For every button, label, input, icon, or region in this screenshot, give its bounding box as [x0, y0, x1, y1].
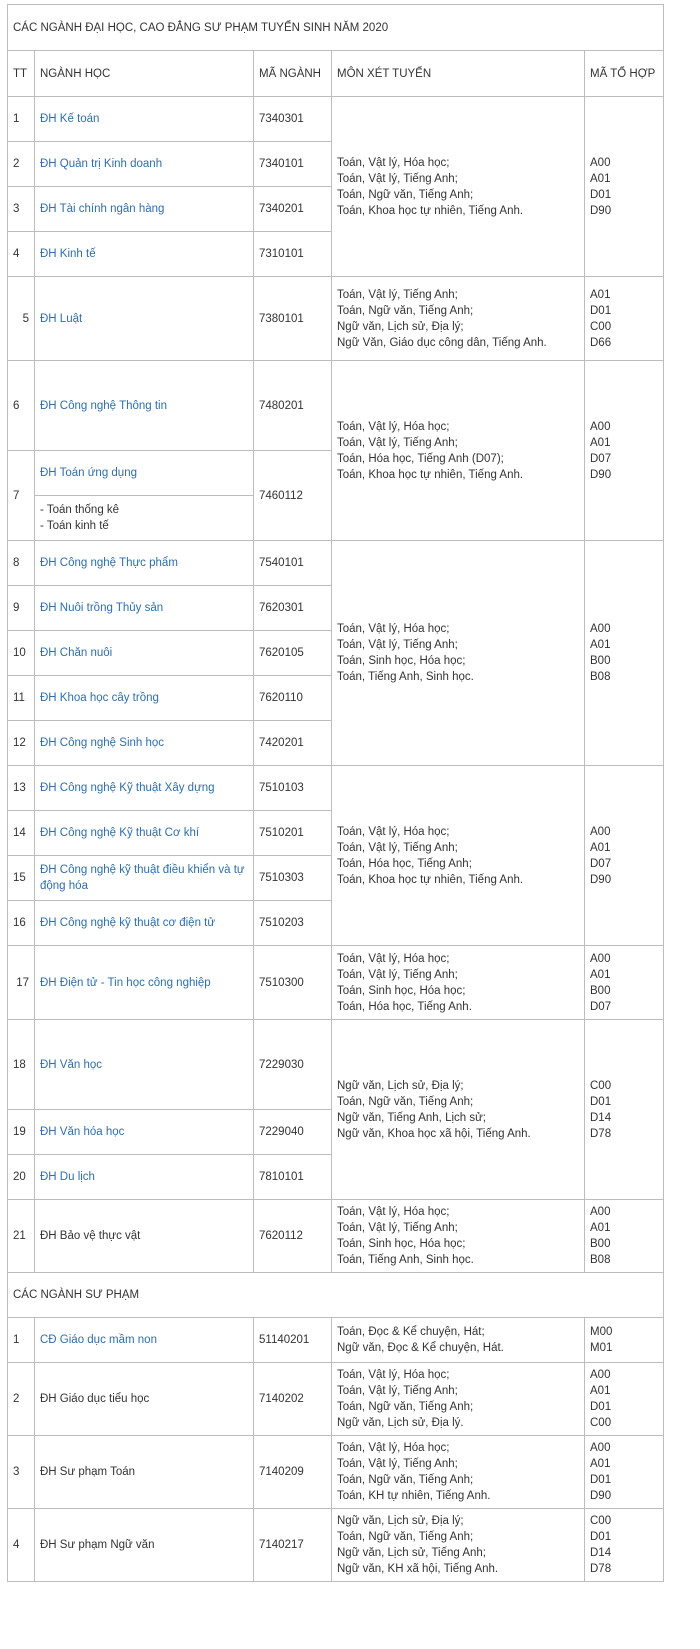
row-tt: 8 — [8, 541, 35, 586]
major-code: 7510103 — [254, 766, 332, 811]
major-link[interactable]: ĐH Điện tử - Tin học công nghiệp — [40, 976, 211, 989]
subjects-cell: Ngữ văn, Lịch sử, Địa lý; Toán, Ngữ văn, Tiếng Anh; Ngữ văn, Tiếng Anh, Lịch sử; Ngữ văn, Khoa học xã hội, Tiếng Anh. — [332, 1020, 585, 1200]
subjects-cell: Toán, Vật lý, Hóa học; Toán, Vật lý, Tiếng Anh; Toán, Sinh học, Hóa học; Toán, Hóa học, Tiếng Anh. — [332, 946, 585, 1020]
combo-codes-cell: A01 D01 C00 D66 — [585, 277, 664, 361]
major-code: 7620110 — [254, 676, 332, 721]
subjects-cell: Toán, Vật lý, Hóa học; Toán, Vật lý, Tiếng Anh; Toán, Hóa học, Tiếng Anh; Toán, Khoa học tự nhiên, Tiếng Anh. — [332, 766, 585, 946]
major-code: 7420201 — [254, 721, 332, 766]
row-tt: 6 — [8, 361, 35, 451]
major-link[interactable]: ĐH Khoa học cây trồng — [40, 692, 159, 704]
row-tt: 1 — [8, 97, 35, 142]
major-link[interactable]: ĐH Công nghệ Sinh học — [40, 737, 165, 749]
subjects-cell: Toán, Vật lý, Hóa học; Toán, Vật lý, Tiếng Anh; Toán, Hóa học, Tiếng Anh (D07); Toán, Khoa học tự nhiên, Tiếng Anh. — [332, 361, 585, 541]
major-name: ĐH Giáo dục tiểu học — [35, 1363, 254, 1436]
major-link[interactable]: ĐH Du lịch — [40, 1171, 95, 1183]
combo-codes-cell: A00 A01 D01 D90 — [585, 1436, 664, 1509]
major-name: ĐH Sư phạm Ngữ văn — [35, 1509, 254, 1582]
major-code: 7540101 — [254, 541, 332, 586]
major-code: 7510303 — [254, 856, 332, 901]
combo-codes-cell: C00 D01 D14 D78 — [585, 1020, 664, 1200]
combo-codes-cell: A00 A01 B00 B08 — [585, 541, 664, 766]
major-code: 7229030 — [254, 1020, 332, 1110]
header-tt: TT — [8, 51, 35, 97]
row-tt: 19 — [8, 1110, 35, 1155]
combo-codes-cell: M00 M01 — [585, 1318, 664, 1363]
major-link[interactable]: ĐH Văn học — [40, 1058, 103, 1071]
subjects-cell: Toán, Vật lý, Hóa học; Toán, Vật lý, Tiếng Anh; Toán, Ngữ văn, Tiếng Anh; Toán, Khoa học tự nhiên, Tiếng Anh. — [332, 97, 585, 277]
combo-codes-cell: A00 A01 B00 B08 — [585, 1200, 664, 1273]
major-name: ĐH Sư phạm Toán — [35, 1436, 254, 1509]
admissions-table — [7, 4, 664, 1582]
major-code: 7340301 — [254, 97, 332, 142]
subjects-cell: Ngữ văn, Lịch sử, Địa lý; Toán, Ngữ văn, Tiếng Anh; Ngữ văn, Lịch sử, Tiếng Anh; Ngữ văn, KH xã hội, Tiếng Anh. — [332, 1509, 585, 1582]
row-tt: 15 — [8, 856, 35, 901]
major-link[interactable]: CĐ Giáo dục mầm non — [40, 1334, 157, 1346]
major-link[interactable]: ĐH Kế toán — [40, 113, 100, 125]
major-specializations — [35, 496, 254, 541]
row-tt: 3 — [8, 1436, 35, 1509]
combo-codes-cell: A00 A01 D07 D90 — [585, 361, 664, 541]
major-code: 7510203 — [254, 901, 332, 946]
row-tt: 9 — [8, 586, 35, 631]
row-tt: 16 — [8, 901, 35, 946]
major-code: 7140209 — [254, 1436, 332, 1509]
major-link[interactable]: ĐH Công nghệ Kỹ thuật Cơ khí — [40, 827, 200, 839]
major-link[interactable]: ĐH Công nghệ kỹ thuật cơ điện tử — [40, 917, 216, 929]
row-tt: 20 — [8, 1155, 35, 1200]
row-tt: 2 — [8, 1363, 35, 1436]
major-link[interactable]: ĐH Công nghệ kỹ thuật điều khiển và tự động hóa — [40, 864, 245, 892]
major-code: 7810101 — [254, 1155, 332, 1200]
major-code: 7229040 — [254, 1110, 332, 1155]
row-tt: 17 — [8, 946, 35, 1020]
header-ma-to-hop: MÃ TỔ HỢP — [585, 51, 664, 97]
major-code: 7510300 — [254, 946, 332, 1020]
major-code: 7140202 — [254, 1363, 332, 1436]
row-tt: 3 — [8, 187, 35, 232]
header-mon-xet-tuyen: MÔN XÉT TUYỂN — [332, 51, 585, 97]
major-link[interactable]: ĐH Toán ứng dụng — [40, 467, 137, 479]
major-link[interactable]: ĐH Luật — [40, 312, 83, 325]
combo-codes-cell: C00 D01 D14 D78 — [585, 1509, 664, 1582]
major-code: 7510201 — [254, 811, 332, 856]
major-code: 7140217 — [254, 1509, 332, 1582]
major-link[interactable]: ĐH Công nghệ Thông tin — [40, 399, 168, 412]
subjects-cell: Toán, Vật lý, Hóa học; Toán, Vật lý, Tiếng Anh; Toán, Sinh học, Hóa học; Toán, Tiếng Anh, Sinh học. — [332, 541, 585, 766]
major-name: ĐH Bảo vệ thực vật — [35, 1200, 254, 1273]
row-tt: 4 — [8, 1509, 35, 1582]
major-link[interactable]: ĐH Nuôi trồng Thủy sản — [40, 602, 164, 614]
subjects-cell: Toán, Vật lý, Hóa học; Toán, Vật lý, Tiếng Anh; Toán, Ngữ văn, Tiếng Anh; Toán, KH tự nhiên, Tiếng Anh. — [332, 1436, 585, 1509]
subjects-cell: Toán, Vật lý, Hóa học; Toán, Vật lý, Tiếng Anh; Toán, Ngữ văn, Tiếng Anh; Ngữ văn, Lịch sử, Địa lý. — [332, 1363, 585, 1436]
major-link[interactable]: ĐH Tài chính ngân hàng — [40, 203, 165, 215]
row-tt: 13 — [8, 766, 35, 811]
major-code: 7480201 — [254, 361, 332, 451]
row-tt: 1 — [8, 1318, 35, 1363]
row-tt: 2 — [8, 142, 35, 187]
major-code: 7620301 — [254, 586, 332, 631]
major-link[interactable]: ĐH Chăn nuôi — [40, 647, 113, 659]
specialization: - Toán kinh tế — [40, 520, 109, 532]
major-code: 7620105 — [254, 631, 332, 676]
subjects-cell: Toán, Đọc & Kể chuyện, Hát; Ngữ văn, Đọc & Kể chuyện, Hát. — [332, 1318, 585, 1363]
row-tt: 18 — [8, 1020, 35, 1110]
header-nganh-hoc: NGÀNH HỌC — [35, 51, 254, 97]
major-code: 7340101 — [254, 142, 332, 187]
major-link[interactable]: ĐH Kinh tế — [40, 248, 96, 260]
major-link[interactable]: ĐH Văn hóa học — [40, 1126, 125, 1138]
row-tt: 5 — [8, 277, 35, 361]
major-code: 7310101 — [254, 232, 332, 277]
section-title: CÁC NGÀNH SƯ PHẠM — [8, 1273, 664, 1318]
major-code: 51140201 — [254, 1318, 332, 1363]
combo-codes-cell: A00 A01 D07 D90 — [585, 766, 664, 946]
major-code: 7460112 — [254, 451, 332, 541]
table-title: CÁC NGÀNH ĐẠI HỌC, CAO ĐẲNG SƯ PHẠM TUYỂN SINH NĂM 2020 — [8, 5, 664, 51]
row-tt: 12 — [8, 721, 35, 766]
header-ma-nganh: MÃ NGÀNH — [254, 51, 332, 97]
combo-codes-cell: A00 A01 D01 C00 — [585, 1363, 664, 1436]
subjects-cell: Toán, Vật lý, Hóa học; Toán, Vật lý, Tiếng Anh; Toán, Sinh học, Hóa học; Toán, Tiếng Anh, Sinh học. — [332, 1200, 585, 1273]
major-code: 7380101 — [254, 277, 332, 361]
row-tt: 21 — [8, 1200, 35, 1273]
row-tt: 11 — [8, 676, 35, 721]
row-tt: 10 — [8, 631, 35, 676]
major-link[interactable]: ĐH Công nghệ Thực phẩm — [40, 557, 178, 569]
row-tt: 14 — [8, 811, 35, 856]
major-code: 7340201 — [254, 187, 332, 232]
specialization: - Toán thống kê — [40, 504, 120, 516]
major-link[interactable]: ĐH Công nghệ Kỹ thuật Xây dựng — [40, 782, 215, 794]
major-code: 7620112 — [254, 1200, 332, 1273]
major-link[interactable]: ĐH Quản trị Kinh doanh — [40, 158, 163, 170]
row-tt: 7 — [8, 451, 35, 541]
combo-codes-cell: A00 A01 D01 D90 — [585, 97, 664, 277]
row-tt: 4 — [8, 232, 35, 277]
combo-codes-cell: A00 A01 B00 D07 — [585, 946, 664, 1020]
subjects-cell: Toán, Vật lý, Tiếng Anh; Toán, Ngữ văn, Tiếng Anh; Ngữ văn, Lịch sử, Địa lý; Ngữ Văn, Giáo dục công dân, Tiếng Anh. — [332, 277, 585, 361]
